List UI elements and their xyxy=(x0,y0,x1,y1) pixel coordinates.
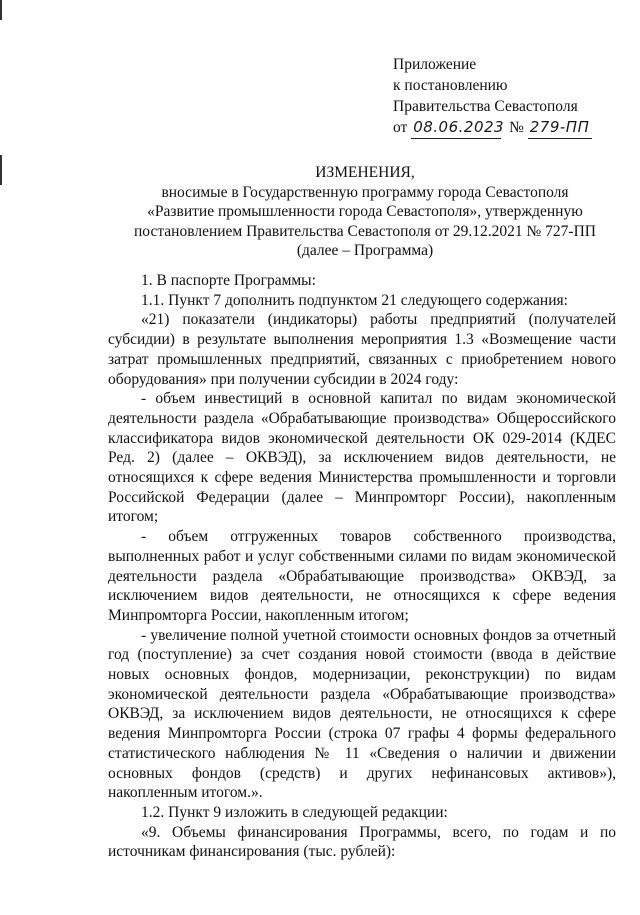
appendix-line-2: к постановлению xyxy=(393,77,508,94)
appendix-line-3: Правительства Севастополя xyxy=(393,98,578,115)
paragraph-4: - объем инвестиций в основной капитал по видам экономической деятельности раздела «Обрабатывающие производства» Общероссийского классификатора видов экономической деятельности ОК 029-2014 (КДЕС Ред. 2) (далее – ОКВЭД), за исключением видов деятельности, не относящихся к сфере ведения Министерства промышленности и торговли Российской Федерации (далее – Минпромторг России), накопленным итогом; xyxy=(108,390,616,526)
appendix-date-number-line xyxy=(393,117,592,139)
paragraph-1: 1. В паспорте Программы: xyxy=(141,272,316,289)
paragraph-2: 1.1. Пункт 7 дополнить подпунктом 21 следующего содержания: xyxy=(141,291,568,309)
title-line-4: (далее – Программа) xyxy=(296,242,434,259)
handwritten-number: 279-ПП xyxy=(528,117,592,139)
document-body xyxy=(108,271,616,862)
title-line-2: «Развитие промышленности города Севастополя», утвержденную xyxy=(147,203,583,220)
paragraph-8: «9. Объемы финансирования Программы, всего, по годам и по источникам финансирования (тыс. рублей): xyxy=(108,823,616,861)
scan-edge-mark-middle xyxy=(0,155,2,185)
handwritten-date: 08.06.2023 xyxy=(411,117,501,139)
title-line-1: вносимые в Государственную программу города Севастополя xyxy=(161,183,569,201)
appendix-block xyxy=(393,54,592,139)
document-heading: ИЗМЕНЕНИЯ, xyxy=(315,164,415,181)
paragraph-6: - увеличение полной учетной стоимости основных фондов за отчетный год (поступление) за счет создания новой стоимости (ввода в действие новых основных фондов, модернизации, реконструкции) по видам экономической деятельности раздела «Обрабатывающие производства» ОКВЭД, за исключением видов деятельности, не относящихся к сфере ведения Минпромторга России (строка 07 графы 4 формы федерального статистического наблюдения № 11 «Сведения о наличии и движении основных фондов (средств) и других нефинансовых активов»), накопленным итогом.». xyxy=(108,626,616,802)
title-line-3: постановлением Правительства Севастополя от 29.12.2021 № 727-ПП xyxy=(134,222,596,240)
paragraph-5: - объем отгруженных товаров собственного производства, выполненных работ и услуг собственными силами по видам экономической деятельности раздела «Обрабатывающие производства» ОКВЭД, за исключением видов деятельности, не относящихся к сфере ведения Минпромторга России, накопленным итогом; xyxy=(108,528,616,624)
scan-edge-mark-top xyxy=(0,0,2,20)
date-prefix: от xyxy=(393,119,408,136)
number-prefix: № xyxy=(509,119,524,136)
document-title-block xyxy=(110,163,620,261)
paragraph-3: «21) показатели (индикаторы) работы предприятий (получателей субсидии) в результате выполнения мероприятия 1.3 «Возмещение части затрат промышленных предприятий, связанных с приобретением нового оборудования» при получении субсидии в 2024 году: xyxy=(108,311,616,388)
paragraph-7: 1.2. Пункт 9 изложить в следующей редакции: xyxy=(141,803,448,821)
appendix-line-1: Приложение xyxy=(393,56,477,73)
